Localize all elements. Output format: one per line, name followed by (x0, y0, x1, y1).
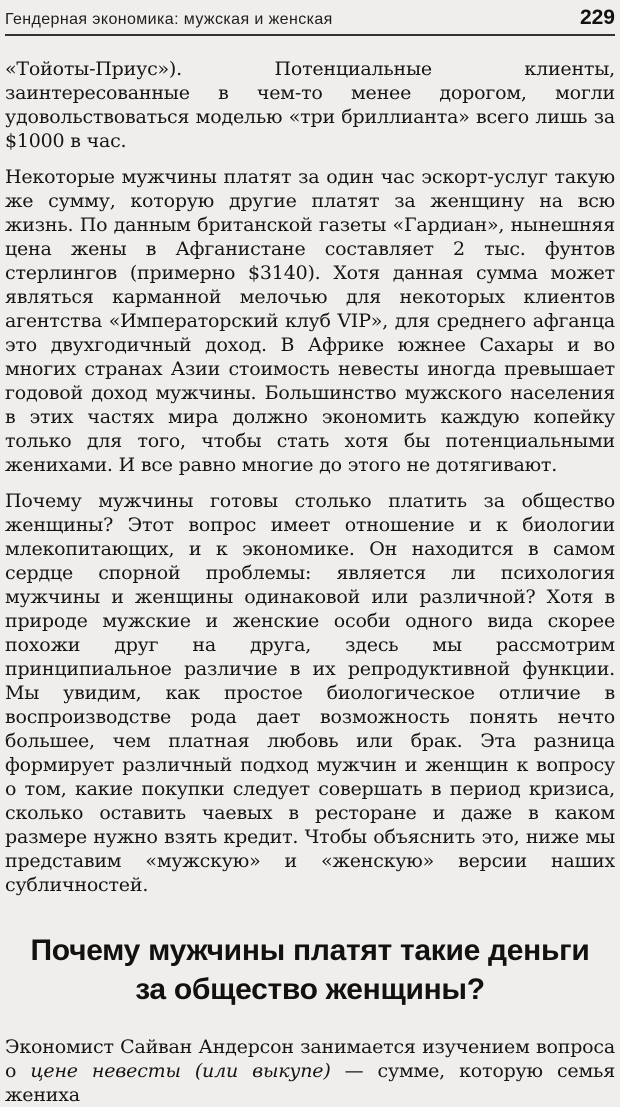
section-heading-line1: Почему мужчины платят такие деньги (30, 934, 590, 967)
paragraph-economist-anderson (5, 1035, 615, 1107)
page-header (5, 6, 615, 30)
paragraph-bride-cost: Некоторые мужчины платят за один час эскорт-услуг такую же сумму, которую другие платят за женщину на всю жизнь. По данным британской газеты «Гардиан», нынешняя цена жены в Афганистане составляет 2 тыс. фунтов стерлингов (примерно $3140). Хотя данная сумма может являться карманной мелочью для некоторых клиентов агентства «Императорский клуб VIP», для среднего афганца это двухгодичный доход. В Африке южнее Сахары и во многих странах Азии стоимость невесты иногда превышает годовой доход мужчины. Большинство мужского населения в этих частях мира должно экономить каждую копейку только для того, чтобы стать хотя бы потенциальными женихами. И все равно многие до этого не дотягивают. (5, 166, 615, 476)
last-paragraph-lead: Экономист Сайван Андерсон занимается изучением вопроса о (5, 1036, 615, 1082)
header-divider (5, 34, 615, 36)
paragraph-toyota-prius: «Тойоты-Приус»). Потенциальные клиенты, заинтересованные в чем-то менее дорогом, могли удовольствоваться моделью «три бриллианта» всего лишь за $1000 в час. (5, 58, 615, 152)
section-heading-line2: за общество женщины? (135, 973, 485, 1006)
emphasis-bride-price: цене невесты (или выкупе) (30, 1060, 331, 1082)
page-number: 229 (579, 6, 615, 29)
section-heading (5, 931, 615, 1009)
last-paragraph-rest: — сумме, которую семья жениха (5, 1060, 615, 1106)
running-head-title: Гендерная экономика: мужская и женская (5, 11, 333, 28)
page-body (5, 57, 615, 1107)
paragraph-biology-economics: Почему мужчины готовы столько платить за общество женщины? Этот вопрос имеет отношение и к биологии млекопитающих, и к экономике. Он находится в самом сердце спорной проблемы: является ли психология мужчины и женщины одинаковой или различной? Хотя в природе мужские и женские особи одного вида скорее похожи друг на друга, здесь мы рассмотрим принципиальное различие в их репродуктивной функции. Мы увидим, как простое биологическое отличие в воспроизводстве рода дает возможность понять нечто большее, чем платная любовь или брак. Эта разница формирует различный подход мужчин и женщин к вопросу о том, какие покупки следует совершать в период кризиса, сколько оставить чаевых в ресторане и даже в каком размере нужно взять кредит. Чтобы объяснить это, ниже мы представим «мужскую» и «женскую» версии наших субличностей. (5, 490, 615, 896)
